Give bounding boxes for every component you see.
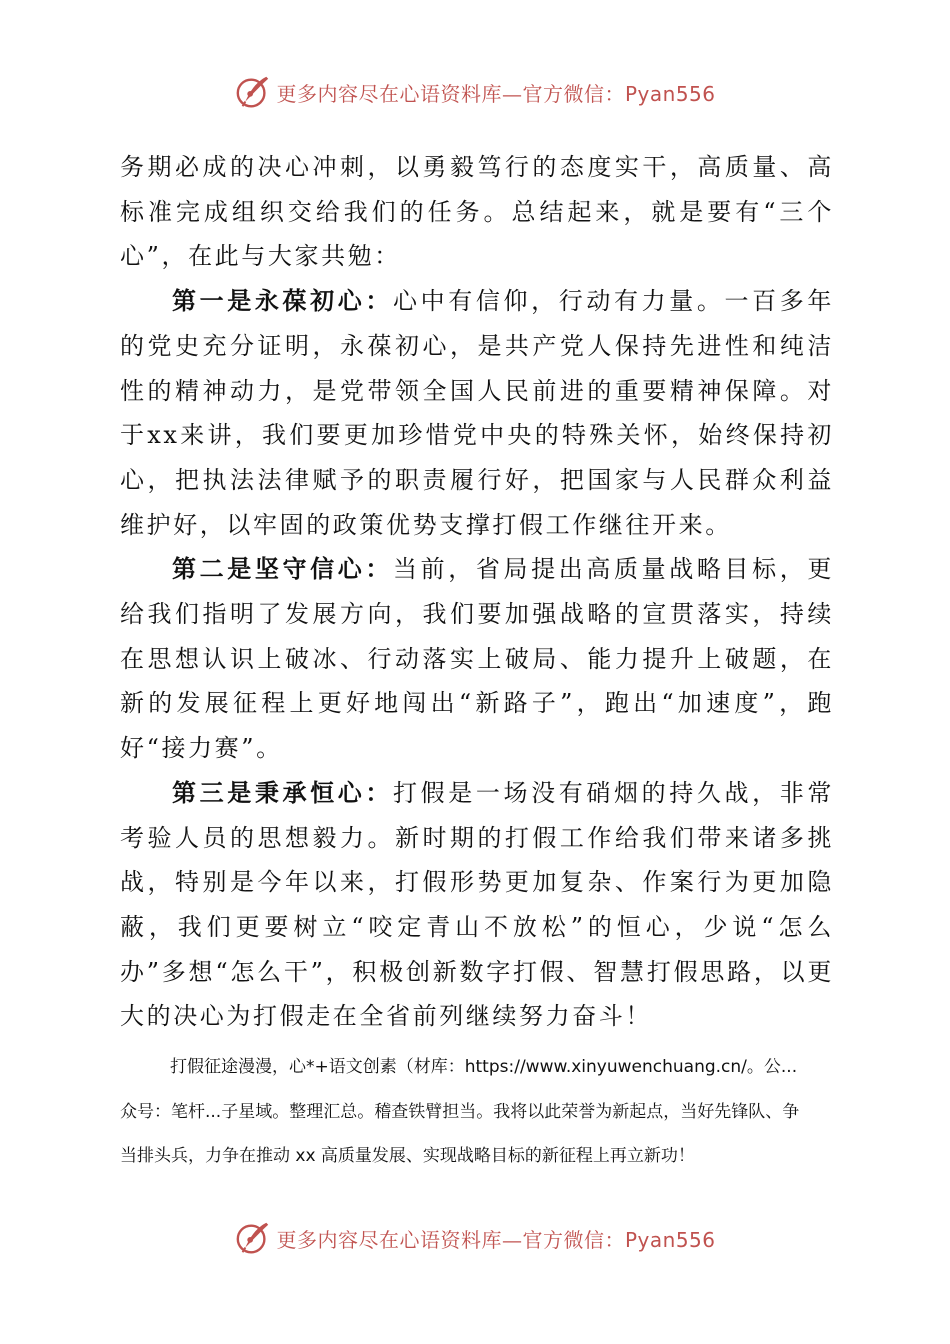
- paragraph-first-heart: 第一是永葆初心：心中有信仰，行动有力量。一百多年的党史充分证明，永葆初心，是共产党人保持先进性和纯洁性的精神动力，是党带领全国人民前进的重要精神保障。对于xx来讲，我们要更加珍惜党中央的特殊关怀，始终保持初心，把执法法律赋予的职责履行好，把国家与人民群众利益维护好，以牢固的政策优势支撑打假工作继往开来。: [120, 287, 834, 539]
- header-banner-handle: Pyan556: [624, 81, 716, 106]
- header-banner-text: 更多内容尽在心语资料库—官方微信：Pyan556: [276, 81, 716, 106]
- paragraph-intro: 务期必成的决心冲刺，以勇毅笃行的态度实干，高质量、高标准完成组织交给我们的任务。总结起来，就是要有“三个心”，在此与大家共勉：: [120, 153, 834, 271]
- footer-banner-text: 更多内容尽在心语资料库—官方微信：Pyan556: [276, 1227, 716, 1252]
- closing-line: 当排头兵，力争在推动 xx 高质量发展、实现战略目标的新征程上再立新功！: [120, 1146, 695, 1166]
- quill-logo-icon: [234, 1219, 272, 1257]
- footer-banner: [0, 1218, 950, 1258]
- paragraph-lead: 第一是永葆初心：: [172, 287, 394, 316]
- paragraph-third-heart: 第三是秉承恒心：打假是一场没有硝烟的持久战，非常考验人员的思想毅力。新时期的打假工作给我们带来诸多挑战，特别是今年以来，打假形势更加复杂、作案行为更加隐蔽，我们更要树立“咬定青山不放松”的恒心，少说“怎么办”多想“怎么干”，积极创新数字打假、智慧打假思路，以更大的决心为打假走在全省前列继续努力奋斗！: [120, 778, 834, 1031]
- paragraph-second-heart: 第二是坚守信心：当前，省局提出高质量战略目标，更给我们指明了发展方向，我们要加强战略的宣贯落实，持续在思想认识上破冰、行动落实上破局、能力提升上破题，在新的发展征程上更好地闯出“新路子”，跑出“加速度”，跑好“接力赛”。: [120, 555, 834, 763]
- closing-paragraph: [120, 1045, 820, 1179]
- quill-logo-icon: [234, 73, 272, 111]
- header-banner: [0, 72, 950, 112]
- closing-line: 众号：笔杆...子星域。整理汇总。稽查铁臂担当。我将以此荣誉为新起点，当好先锋队、争: [120, 1101, 800, 1122]
- paragraph-lead: 第二是坚守信心：: [172, 555, 394, 584]
- document-body: [120, 145, 834, 1039]
- footer-banner-handle: Pyan556: [624, 1227, 716, 1252]
- paragraph-lead: 第三是秉承恒心：: [172, 778, 394, 807]
- closing-line: 打假征途漫漫，心*+语文创素（材库：https://www.xinyuwenchuang.cn/。公...: [170, 1057, 798, 1077]
